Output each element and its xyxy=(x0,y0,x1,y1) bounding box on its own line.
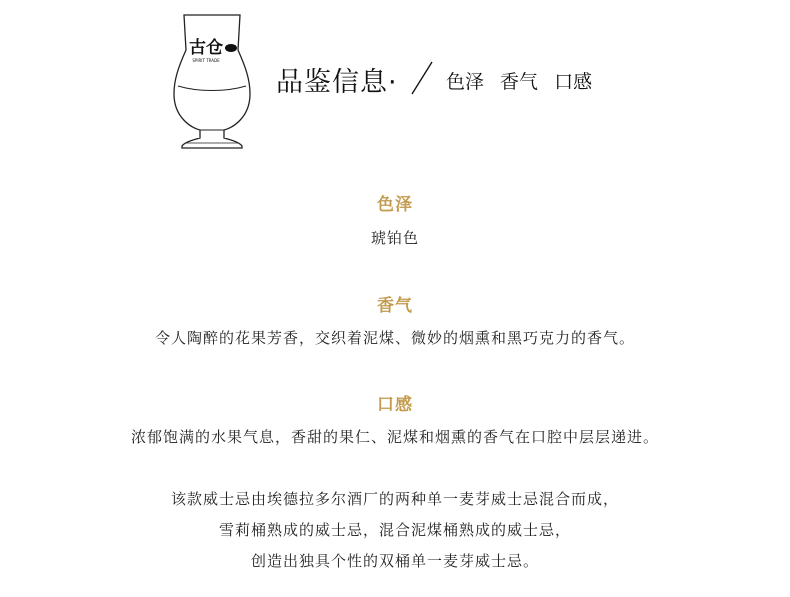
section-text-color: 琥铂色 xyxy=(370,229,419,247)
glass-logo-small: SPIRIT TRADE xyxy=(192,58,220,63)
slash-divider xyxy=(408,58,434,98)
description-line-1: 该款威士忌由埃德拉多尔酒厂的两种单一麦芽威士忌混合而成， xyxy=(170,490,619,508)
section-title-taste: 口感 xyxy=(377,395,413,415)
description-line-2: 雪莉桶熟成的威士忌，混合泥煤桶熟成的威士忌， xyxy=(218,521,571,539)
section-text-aroma: 令人陶醉的花果芳香，交织着泥煤、微妙的烟熏和黑巧克力的香气。 xyxy=(154,329,635,347)
section-text-taste: 浓郁饱满的水果气息，香甜的果仁、泥煤和烟熏的香气在口腔中层层递进。 xyxy=(130,428,659,446)
section-title-aroma: 香气 xyxy=(377,296,413,316)
description-line-3: 创造出独具个性的双桶单一麦芽威士忌。 xyxy=(250,552,539,570)
section-title-color: 色泽 xyxy=(377,195,413,215)
glass-logo-text: 古仓 xyxy=(189,38,223,58)
whisky-glass-icon xyxy=(172,12,252,152)
page-header xyxy=(0,0,790,160)
page-title: 品鉴信息· xyxy=(276,67,398,98)
page-subtitle: 色泽 香气 口感 xyxy=(446,71,593,93)
